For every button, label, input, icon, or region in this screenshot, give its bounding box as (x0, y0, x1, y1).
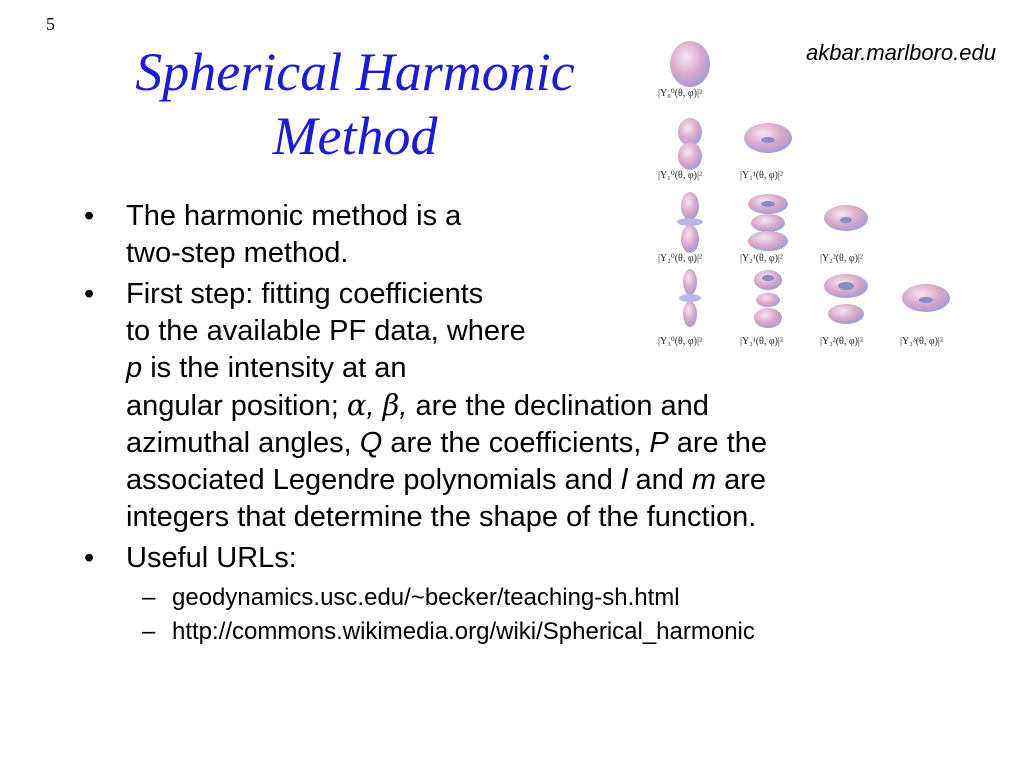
harmonic-shape-y00 (670, 41, 710, 87)
title-line-1: Spherical Harmonic (135, 42, 575, 102)
label-y11: |Y₁¹(θ, φ)|² (740, 170, 783, 181)
sub-bullet-dash: – (142, 584, 156, 611)
label-y32: |Y₃²(θ, φ)|² (820, 336, 863, 347)
slide-number: 5 (46, 14, 55, 34)
var-Q: Q (359, 427, 383, 459)
harmonic-shape-y10 (678, 118, 702, 170)
label-y20: |Y₂⁰(θ, φ)|² (658, 253, 702, 264)
bullet-dot: • (84, 200, 95, 232)
label-y30: |Y₃⁰(θ, φ)|² (658, 336, 702, 347)
var-l: l (620, 464, 628, 496)
url-text-2: http://commons.wikimedia.org/wiki/Spherical_harmonic (172, 618, 755, 645)
bullet-dot: • (84, 542, 95, 574)
bullet-1-line-2: two-step method. (126, 237, 349, 269)
label-y33: |Y₃³(θ, φ)|² (900, 336, 943, 347)
url-text-1: geodynamics.usc.edu/~becker/teaching-sh.html (172, 584, 680, 611)
slide-title (70, 40, 640, 168)
bullet-2-line-3: p is the intensity at an (126, 352, 407, 384)
bullet-two-step (84, 198, 984, 272)
url-item-geodynamics (84, 581, 984, 615)
var-P: P (649, 427, 669, 459)
harmonic-shape-y11 (744, 123, 792, 153)
label-y22: |Y₂²(θ, φ)|² (820, 253, 863, 264)
bullet-first-step (84, 276, 984, 536)
bullet-useful-urls (84, 540, 984, 577)
slide-body (84, 198, 984, 649)
bullet-3-label: Useful URLs: (126, 542, 297, 574)
bullet-dot: • (84, 278, 95, 310)
var-alpha: α (346, 388, 367, 422)
credit-text: akbar.marlboro.edu (806, 40, 996, 65)
label-y31: |Y₃¹(θ, φ)|² (740, 336, 783, 347)
var-p: p (126, 352, 143, 384)
bullet-2-line-7: integers that determine the shape of the function. (126, 501, 757, 533)
var-beta: β (382, 388, 400, 422)
url-item-wikimedia (84, 615, 984, 649)
sub-bullet-dash: – (142, 618, 156, 645)
bullet-2-line-6: associated Legendre polynomials and l and m are (126, 464, 767, 496)
var-m: m (691, 464, 717, 496)
bullet-2-line-2: to the available PF data, where (126, 315, 526, 347)
label-y21: |Y₂¹(θ, φ)|² (740, 253, 783, 264)
bullet-2-line-1: First step: fitting coefficients (126, 278, 484, 310)
bullet-2-line-5: azimuthal angles, Q are the coefficients, P are the (126, 427, 768, 459)
label-y10: |Y₁⁰(θ, φ)|² (658, 170, 702, 181)
bullet-2-line-4: angular position; α, β, are the declination and (126, 388, 709, 422)
label-y00: |Y₀⁰(θ, φ)|² (658, 88, 702, 99)
title-line-2: Method (272, 106, 438, 166)
bullet-1-line-1: The harmonic method is a (126, 200, 462, 232)
